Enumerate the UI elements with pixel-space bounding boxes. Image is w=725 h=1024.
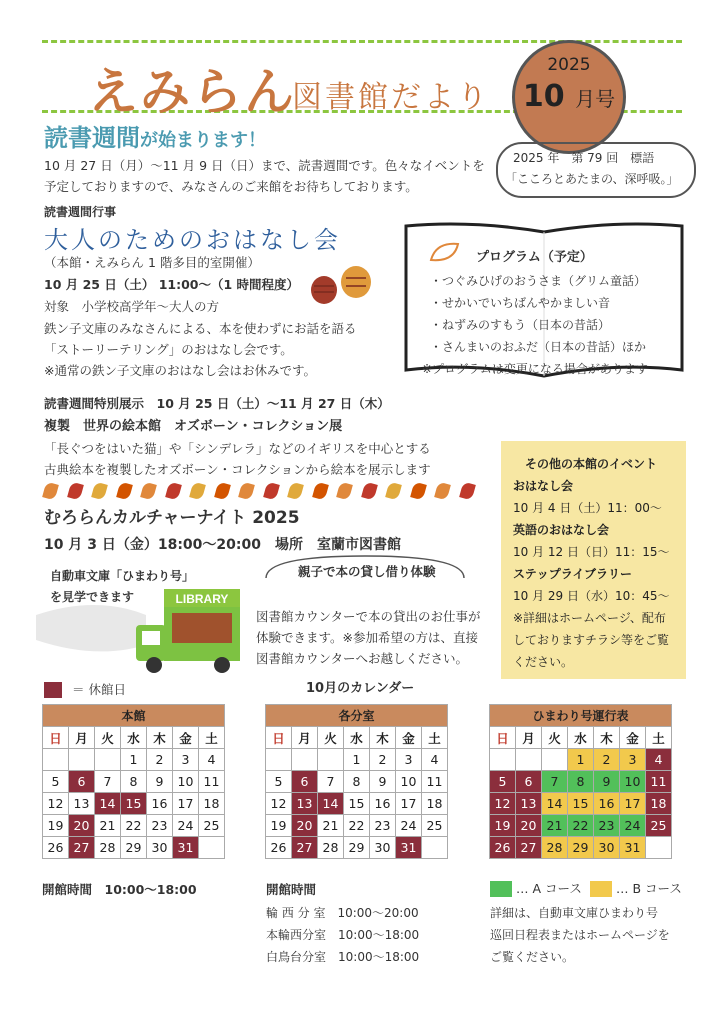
calendar-day: 20 (69, 815, 95, 837)
calendar-day: 17 (396, 793, 422, 815)
event-category: 読書週間行事 (44, 205, 117, 219)
calendar-day: 25 (646, 815, 672, 837)
calendar-day: 31 (620, 837, 646, 859)
calendar-day: 23 (594, 815, 620, 837)
calendar-empty-cell (516, 749, 542, 771)
exhibit-title: 複製 世界の絵本館 オズボーン・コレクション展 (44, 419, 343, 434)
calendar-day: 12 (490, 793, 516, 815)
program-item: ・ねずみのすもう（日本の昔話） (430, 318, 611, 332)
motto-text: 2025 年 第 79 回 標語 「こころとあたまの、深呼吸。」 (505, 151, 679, 186)
course-a-swatch (490, 881, 512, 897)
calendar-empty-cell (292, 749, 318, 771)
weekday-label: 金 (620, 727, 646, 749)
calendar-day: 4 (646, 749, 672, 771)
newsletter-subtitle: 図書館だより (292, 80, 490, 115)
calendar-day: 7 (318, 771, 344, 793)
other-events-box (501, 441, 686, 679)
pinecone-illustration (308, 262, 374, 306)
calendar-day: 28 (542, 837, 568, 859)
event-date: 10 月 25 日（土） 11:00～（1 時間程度） (44, 277, 300, 292)
main-library-calendar (42, 704, 225, 859)
calendar-day: 10 (396, 771, 422, 793)
calendar-day: 16 (370, 793, 396, 815)
weekday-label: 水 (121, 727, 147, 749)
calendar-day: 8 (121, 771, 147, 793)
reading-week-body: 10 月 27 日（月）～11 月 9 日（日）まで、読書週間です。色々なイベントを 予定しておりますので、みなさんのご来館をお待ちしております。 (44, 158, 485, 194)
program-title: プログラム（予定） (476, 250, 593, 265)
calendar-day: 29 (568, 837, 594, 859)
main-hours: 開館時間 10:00～18:00 (42, 882, 197, 897)
calendar-day: 25 (199, 815, 225, 837)
calendar-day: 26 (43, 837, 69, 859)
weekday-label: 土 (646, 727, 672, 749)
calendar-day: 23 (370, 815, 396, 837)
leaf-icon (116, 482, 133, 501)
bookmobile-illustration (36, 585, 246, 677)
branch-hours-list: 輪 西 分 室 10:00～20:00 本輪西分室 10:00～18:00 白鳥台分室 10:00～18:00 (266, 906, 420, 964)
other-events-title: その他の本館のイベント (525, 457, 658, 471)
calendar-day: 24 (620, 815, 646, 837)
calendar-day: 22 (568, 815, 594, 837)
calendar-day: 4 (199, 749, 225, 771)
program-note: ※プログラムは変更になる場合があります (422, 362, 648, 376)
calendar-day: 15 (568, 793, 594, 815)
calendar-day: 26 (490, 837, 516, 859)
weekday-label: 日 (266, 727, 292, 749)
calendar-day: 9 (370, 771, 396, 793)
calendar-day: 11 (422, 771, 448, 793)
event-target: 対象 小学校高学年～大人の方 (44, 299, 220, 314)
exhibit-heading: 読書週間特別展示 10 月 25 日（土）～11 月 27 日（木） (44, 396, 390, 411)
calendar-day: 10 (173, 771, 199, 793)
event-date: 10 月 4 日（土）11：00～ (513, 501, 662, 515)
event-description: 鉄ン子文庫のみなさんによる、本を使わずにお話を語る 「ストーリーテリング」のおはなし会です。 ※通常の鉄ン子文庫のおはなし会はお休みです。 (44, 321, 357, 378)
program-list (422, 270, 648, 380)
calendar-day: 3 (396, 749, 422, 771)
calendar-empty-cell (422, 837, 448, 859)
calendar-empty-cell (646, 837, 672, 859)
calendar-day: 19 (43, 815, 69, 837)
event-venue: （本館・えみらん 1 階多目的室開催） (44, 255, 260, 270)
other-events-note: ※詳細はホームページ、配布 しておりますチラシ等をご覧 ください。 (513, 611, 670, 669)
calendar-day: 5 (490, 771, 516, 793)
calendar-day: 21 (318, 815, 344, 837)
calendar-day: 27 (292, 837, 318, 859)
calendar-day: 8 (568, 771, 594, 793)
newsletter-logo: えみらん (88, 63, 296, 121)
calendar-day: 28 (318, 837, 344, 859)
calendar-day: 14 (542, 793, 568, 815)
calendar-empty-cell (266, 749, 292, 771)
weekday-label: 水 (344, 727, 370, 749)
calendar-day: 7 (542, 771, 568, 793)
calendar-day: 15 (344, 793, 370, 815)
branch-calendar (265, 704, 448, 859)
calendar-day: 24 (396, 815, 422, 837)
calendar-day: 27 (69, 837, 95, 859)
weekday-label: 金 (396, 727, 422, 749)
calendar-day: 6 (69, 771, 95, 793)
calendar-day: 27 (516, 837, 542, 859)
calendar-day: 13 (292, 793, 318, 815)
event-name: おはなし会 (513, 479, 574, 493)
weekday-label: 火 (95, 727, 121, 749)
calendar-day: 26 (266, 837, 292, 859)
calendar-day: 13 (516, 793, 542, 815)
himawari-note: 詳細は、自動車文庫ひまわり号 巡回日程表またはホームページを ご覧ください。 (490, 906, 670, 964)
leaf-icon (410, 482, 427, 501)
calendar-empty-cell (490, 749, 516, 771)
culture-night-date: 10 月 3 日（金）18:00～20:00 場所 室蘭市図書館 (44, 537, 401, 553)
leaf-icon (428, 240, 462, 266)
calendar-empty-cell (318, 749, 344, 771)
calendar-title: 10月のカレンダー (306, 681, 415, 696)
calendar-day: 21 (542, 815, 568, 837)
calendar-empty-cell (95, 749, 121, 771)
leaf-icon (459, 482, 476, 501)
leaf-icon (189, 482, 206, 501)
branch-hours-label: 開館時間 (266, 882, 317, 897)
culture-night-title: むろらんカルチャーナイト 2025 (44, 508, 300, 528)
event-title: 大人のためのおはなし会 (44, 226, 341, 254)
program-item: ・さんまいのおふだ（日本の昔話）ほか (430, 340, 647, 354)
calendar-day: 22 (121, 815, 147, 837)
leaf-icon (214, 482, 231, 501)
weekday-label: 月 (69, 727, 95, 749)
calendar-day: 1 (568, 749, 594, 771)
calendar-day: 11 (646, 771, 672, 793)
calendar-header: 各分室 (266, 705, 448, 727)
calendar-day: 13 (69, 793, 95, 815)
issue-year: 2025 (547, 55, 591, 75)
calendar-day: 16 (594, 793, 620, 815)
calendar-day: 8 (344, 771, 370, 793)
experience-description: 図書館カウンターで本の貸出のお仕事が 体験できます。※参加希望の方は、直接 図書館カウンターへお越しください。 (256, 609, 481, 666)
calendar-day: 2 (594, 749, 620, 771)
weekday-label: 水 (568, 727, 594, 749)
course-a-label: … A コース (516, 881, 582, 896)
calendar-empty-cell (69, 749, 95, 771)
calendar-day: 9 (594, 771, 620, 793)
calendar-day: 17 (173, 793, 199, 815)
course-b-swatch (590, 881, 612, 897)
calendar-header: ひまわり号運行表 (490, 705, 672, 727)
leaf-icon (140, 482, 157, 501)
calendar-day: 22 (344, 815, 370, 837)
calendar-day: 30 (147, 837, 173, 859)
calendar-header: 本館 (43, 705, 225, 727)
leaf-icon (67, 482, 84, 501)
weekday-label: 木 (370, 727, 396, 749)
calendar-empty-cell (199, 837, 225, 859)
calendar-day: 4 (422, 749, 448, 771)
calendar-day: 5 (43, 771, 69, 793)
calendar-day: 11 (199, 771, 225, 793)
course-b-label: … B コース (616, 881, 682, 896)
calendar-empty-cell (43, 749, 69, 771)
calendar-day: 20 (292, 815, 318, 837)
leaf-icon (238, 482, 255, 501)
calendar-day: 18 (199, 793, 225, 815)
calendar-day: 9 (147, 771, 173, 793)
event-date: 10 月 12 日（日）11：15～ (513, 545, 670, 559)
event-date: 10 月 29 日（水）10：45～ (513, 589, 670, 603)
program-item: ・せかいでいちばんやかましい音 (430, 296, 611, 310)
calendar-day: 23 (147, 815, 173, 837)
calendar-day: 20 (516, 815, 542, 837)
leaf-icon (385, 482, 402, 501)
calendar-day: 16 (147, 793, 173, 815)
calendar-day: 15 (121, 793, 147, 815)
reading-week-heading: 読書週間が始まります！ (44, 124, 266, 152)
calendar-day: 12 (43, 793, 69, 815)
calendar-day: 29 (121, 837, 147, 859)
calendar-day: 1 (344, 749, 370, 771)
calendar-day: 17 (620, 793, 646, 815)
leaf-icon (336, 482, 353, 501)
leaf-icon (42, 482, 59, 501)
calendar-day: 18 (646, 793, 672, 815)
calendar-day: 12 (266, 793, 292, 815)
weekday-label: 火 (542, 727, 568, 749)
weekday-label: 土 (422, 727, 448, 749)
calendar-day: 25 (422, 815, 448, 837)
issue-month: 10 月号 (522, 79, 616, 114)
bookmobile-tour: 自動車文庫「ひまわり号」 を見学できます (50, 569, 195, 604)
calendar-day: 1 (121, 749, 147, 771)
calendar-day: 10 (620, 771, 646, 793)
issue-badge (512, 40, 626, 154)
himawari-calendar (489, 704, 672, 859)
calendar-day: 24 (173, 815, 199, 837)
event-name: ステップライブラリー (513, 567, 633, 581)
weekday-label: 金 (173, 727, 199, 749)
closed-legend-swatch (44, 682, 62, 698)
weekday-label: 日 (490, 727, 516, 749)
library-sign: LIBRARY (175, 592, 229, 606)
calendar-day: 6 (516, 771, 542, 793)
leaf-icon (91, 482, 108, 501)
weekday-label: 月 (292, 727, 318, 749)
calendar-empty-cell (542, 749, 568, 771)
calendar-day: 14 (318, 793, 344, 815)
calendar-day: 5 (266, 771, 292, 793)
weekday-label: 月 (516, 727, 542, 749)
calendar-day: 3 (620, 749, 646, 771)
calendar-day: 2 (370, 749, 396, 771)
program-item: ・つぐみひげのおうさま（グリム童話） (430, 274, 647, 288)
calendar-day: 29 (344, 837, 370, 859)
calendar-day: 21 (95, 815, 121, 837)
leaf-icon (312, 482, 329, 501)
calendar-day: 2 (147, 749, 173, 771)
calendar-day: 31 (396, 837, 422, 859)
weekday-label: 日 (43, 727, 69, 749)
weekday-label: 木 (147, 727, 173, 749)
exhibit-description: 「長ぐつをはいた猫」や「シンデレラ」などのイギリスを中心とする 古典絵本を複製したオズボーン・コレクションから絵本を展示します (44, 441, 431, 477)
calendar-day: 19 (490, 815, 516, 837)
leaf-icon (361, 482, 378, 501)
calendar-day: 30 (594, 837, 620, 859)
event-name: 英語のおはなし会 (513, 523, 610, 537)
weekday-label: 土 (199, 727, 225, 749)
calendar-day: 3 (173, 749, 199, 771)
calendar-day: 6 (292, 771, 318, 793)
calendar-day: 19 (266, 815, 292, 837)
closed-legend-label: ＝ 休館日 (72, 682, 126, 697)
calendar-day: 14 (95, 793, 121, 815)
calendar-day: 18 (422, 793, 448, 815)
weekday-label: 木 (594, 727, 620, 749)
calendar-day: 30 (370, 837, 396, 859)
calendar-day: 28 (95, 837, 121, 859)
calendar-day: 31 (173, 837, 199, 859)
leaf-icon (434, 482, 451, 501)
weekday-label: 火 (318, 727, 344, 749)
experience-title: 親子で本の貸し借り体験 (298, 564, 436, 579)
leaf-icon (287, 482, 304, 501)
calendar-day: 7 (95, 771, 121, 793)
leaf-icon (165, 482, 182, 501)
leaf-icon (263, 482, 280, 501)
